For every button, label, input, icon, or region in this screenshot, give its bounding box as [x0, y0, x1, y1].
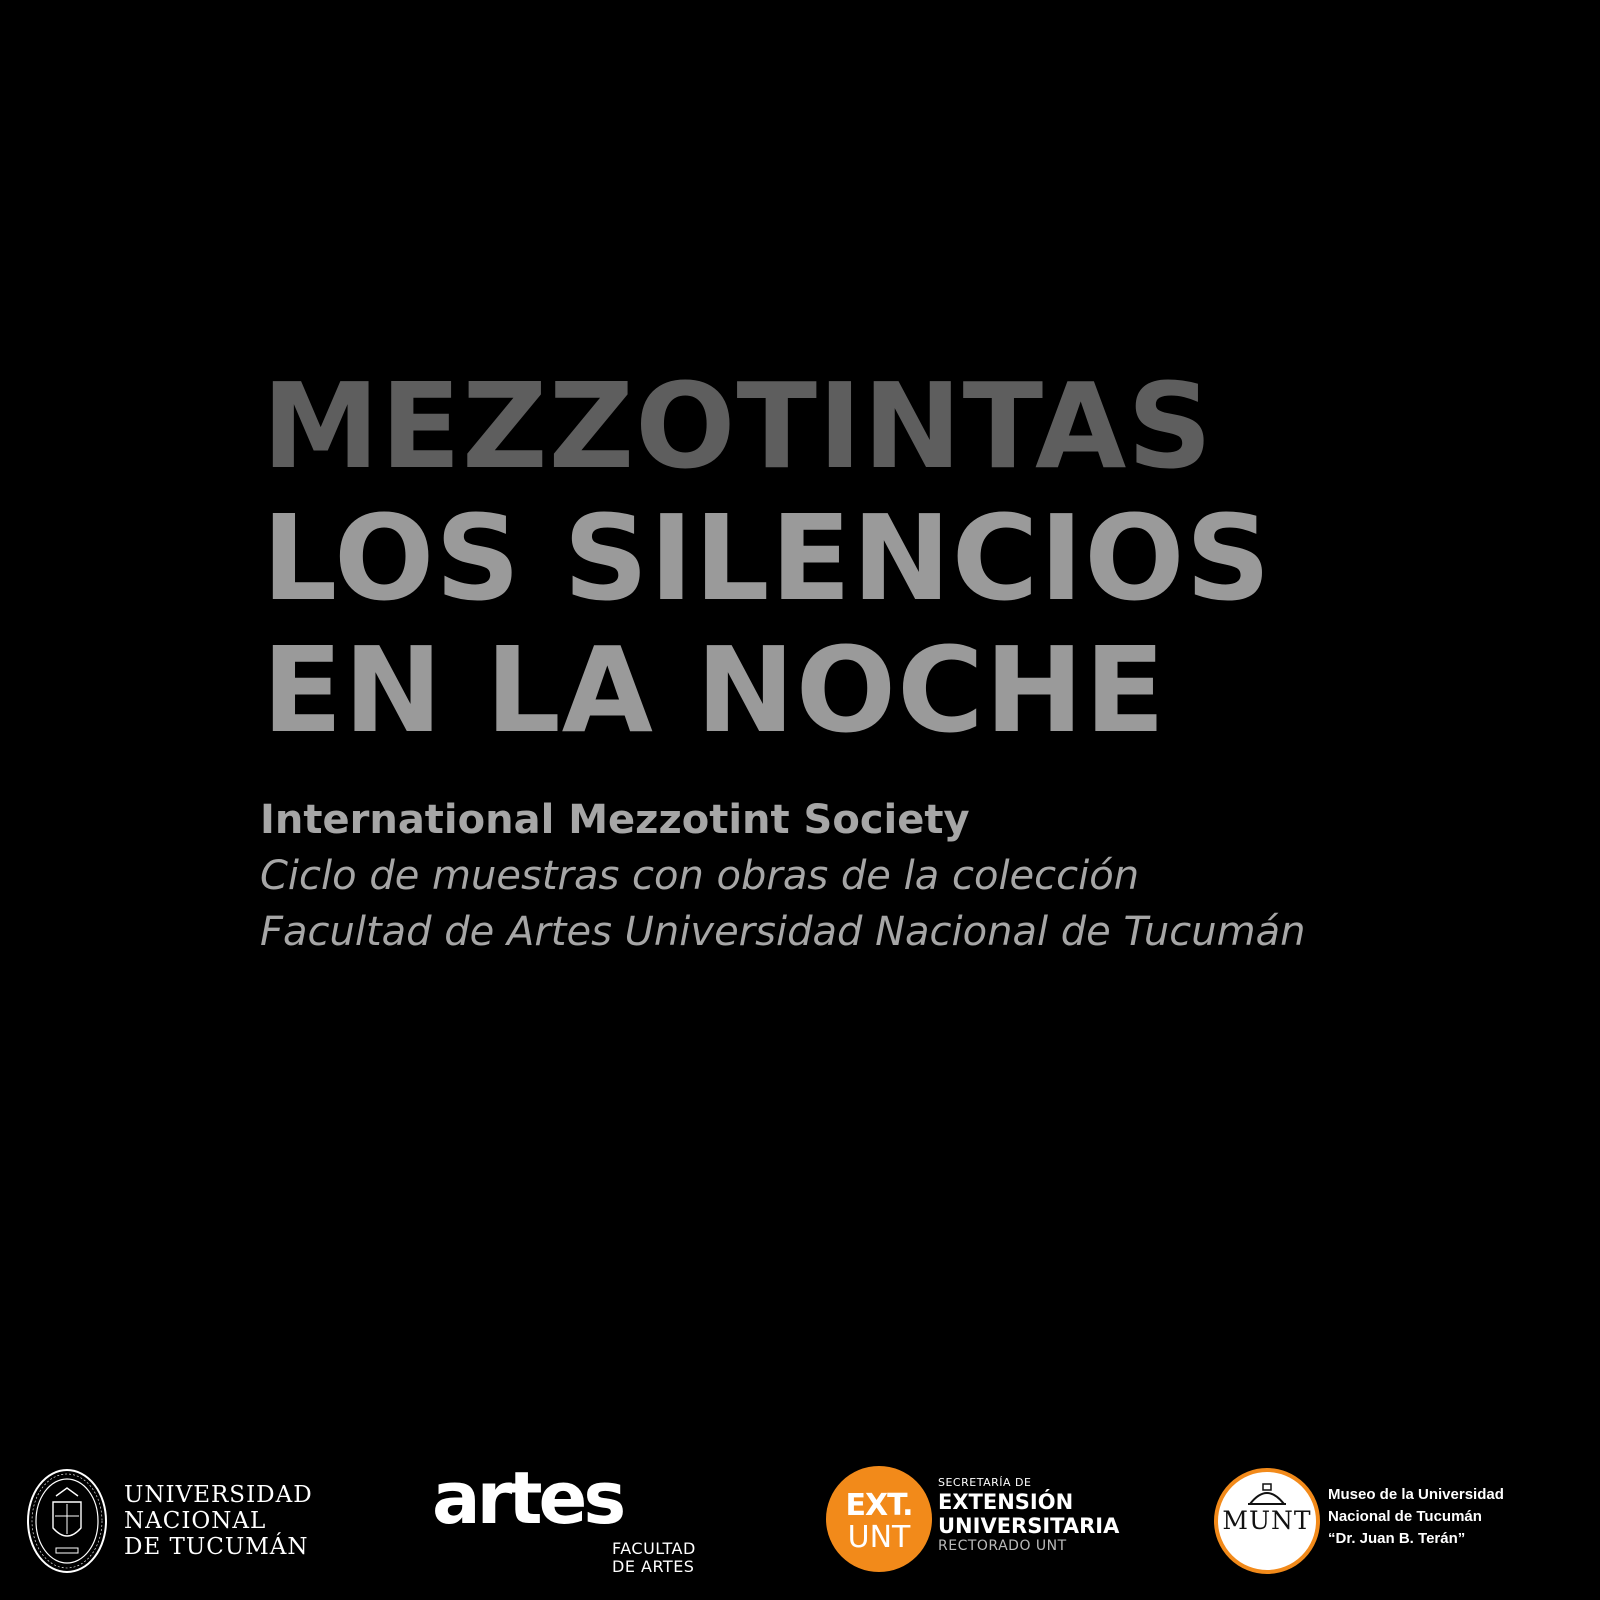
munt-line-1: Museo de la Universidad [1328, 1486, 1504, 1503]
unt-line-3: DE TUCUMÁN [124, 1534, 309, 1560]
extension-circle-bottom: UNT [847, 1520, 911, 1555]
artes-line-1: FACULTAD [612, 1539, 696, 1558]
museum-dome-icon [1246, 1482, 1288, 1506]
munt-line-3: “Dr. Juan B. Terán” [1328, 1530, 1466, 1547]
artes-logo [432, 1456, 712, 1580]
extension-name [938, 1476, 1119, 1554]
artes-subtitle [612, 1540, 696, 1576]
extension-line-4: RECTORADO UNT [938, 1538, 1067, 1554]
extension-circle-icon [826, 1466, 932, 1572]
title-line-2: LOS SILENCIOS [262, 489, 1272, 627]
unt-line-2: NACIONAL [124, 1508, 267, 1534]
museum-emblem-icon [1214, 1468, 1320, 1574]
extension-line-2: EXTENSIÓN [938, 1490, 1074, 1514]
university-seal-icon [26, 1468, 108, 1574]
unt-logo [26, 1468, 326, 1578]
extension-circle-top: EXT. [845, 1488, 913, 1523]
organization-name: International Mezzotint Society [260, 797, 970, 843]
subtitle-block [260, 792, 1305, 960]
munt-line-2: Nacional de Tucumán [1328, 1508, 1482, 1525]
subtitle-line-3: Facultad de Artes Universidad Nacional de Tucumán [260, 909, 1306, 955]
munt-mark: MUNT [1222, 1506, 1312, 1535]
unt-name [124, 1482, 313, 1560]
exhibition-title [262, 357, 1272, 759]
title-line-3: EN LA NOCHE [262, 621, 1167, 759]
munt-name [1328, 1484, 1504, 1550]
extension-logo [826, 1466, 1126, 1576]
artes-wordmark: artes [432, 1456, 623, 1540]
artes-line-2: DE ARTES [612, 1557, 695, 1576]
title-line-1: MEZZOTINTAS [262, 357, 1214, 495]
extension-line-3: UNIVERSITARIA [938, 1514, 1120, 1538]
unt-line-1: UNIVERSIDAD [124, 1482, 313, 1508]
subtitle-line-2: Ciclo de muestras con obras de la colección [260, 853, 1140, 899]
extension-line-1: SECRETARÍA DE [938, 1476, 1032, 1489]
munt-logo [1214, 1468, 1544, 1578]
